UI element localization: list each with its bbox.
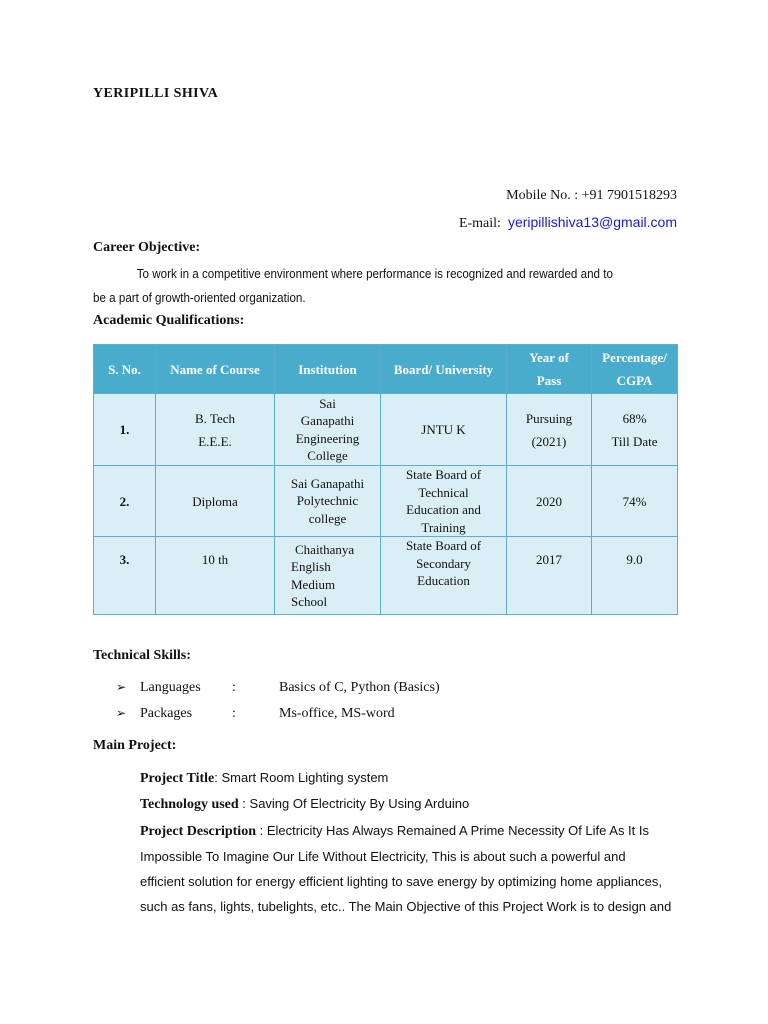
- applicant-name: YERIPILLI SHIVA: [93, 86, 219, 101]
- cell-institution-line: Sai: [319, 395, 336, 411]
- header-year-line-1: Year of: [529, 350, 569, 365]
- project-title-key: Project Title: [140, 771, 215, 786]
- arrow-bullet-icon: ➢: [116, 680, 127, 694]
- header-board: Board/ University: [381, 345, 507, 394]
- cell-board: [381, 537, 507, 615]
- cell-institution-line: Medium: [291, 576, 336, 592]
- cell-institution-line: Polytechnic: [296, 493, 359, 509]
- skill-colon: :: [232, 680, 236, 695]
- cell-institution-line: Engineering: [295, 430, 360, 446]
- cell-institution-line: college: [308, 510, 347, 526]
- cell-year: [507, 394, 592, 466]
- project-tech-key: Technology used: [140, 797, 239, 812]
- cell-board: [381, 466, 507, 537]
- cell-institution: [275, 466, 381, 537]
- header-year-line-2: Pass: [536, 373, 562, 388]
- skill-value: Ms-office, MS-word: [279, 706, 395, 721]
- objective-line-2: be a part of growth-oriented organization.: [93, 291, 306, 305]
- project-tech-value: : Saving Of Electricity By Using Arduino: [238, 796, 470, 811]
- cell-institution-line: School: [291, 594, 328, 609]
- cell-course-line: E.E.E.: [198, 433, 232, 449]
- cell-board-line: Technical: [418, 484, 469, 500]
- cell-pct-line: 68%: [622, 410, 647, 426]
- cell-institution-line: Ganapathi: [300, 413, 355, 428]
- email-link[interactable]: yeripillishiva13@gmail.com: [507, 214, 677, 230]
- cell-pct-line: Till Date: [611, 433, 658, 449]
- main-project-heading: Main Project:: [93, 738, 177, 753]
- cell-year: 2020: [507, 466, 592, 537]
- project-desc-key: Project Description: [140, 824, 256, 839]
- cell-course: Diploma: [156, 466, 275, 537]
- header-course: Name of Course: [156, 345, 275, 394]
- cell-year-line: Pursuing: [525, 410, 573, 426]
- objective-line-1: To work in a competitive environment where performance is recognized and rewarded and to: [136, 267, 613, 281]
- cell-board-line: Secondary: [416, 555, 471, 571]
- cell-board-line: Education and: [406, 502, 481, 517]
- project-technology-line: [140, 796, 469, 813]
- project-desc-line: such as fans, lights, tubelights, etc.. The Main Objective of this Project Work is to design and: [140, 899, 672, 914]
- project-description: [140, 818, 670, 919]
- cell-percentage: [592, 394, 678, 466]
- header-pct-line-2: CGPA: [616, 373, 653, 388]
- table-row: [94, 537, 678, 615]
- header-percentage: [592, 345, 678, 394]
- cell-sno: 3.: [94, 537, 156, 615]
- project-title-line: [140, 770, 388, 787]
- header-institution: Institution: [275, 345, 381, 394]
- technical-skills-heading: Technical Skills:: [93, 648, 191, 663]
- cell-percentage: 74%: [592, 466, 678, 537]
- email-label: E-mail:: [458, 216, 501, 231]
- header-year: [507, 345, 592, 394]
- header-sno: S. No.: [94, 345, 156, 394]
- cell-institution-line: College: [307, 448, 348, 463]
- cell-institution-line: Sai Ganapathi: [290, 475, 365, 491]
- academic-qualifications-table: [93, 344, 678, 615]
- cell-institution-line: Chaithanya: [295, 541, 355, 557]
- project-desc-line: Impossible To Imagine Our Life Without Electricity, This is about such a powerful and: [140, 849, 626, 864]
- project-title-value: : Smart Room Lighting system: [214, 770, 389, 785]
- cell-sno: 1.: [94, 394, 156, 466]
- skill-colon: :: [232, 706, 236, 721]
- table-header-row: [94, 345, 678, 394]
- cell-year-line: (2021): [531, 433, 567, 449]
- cell-board-line: State Board of: [405, 538, 482, 553]
- cell-board-line: Education: [417, 573, 470, 588]
- cell-institution: [275, 394, 381, 466]
- email-line: [459, 214, 677, 232]
- project-desc-line: efficient solution for energy efficient lighting to save energy by optimizing home appliances,: [140, 874, 662, 889]
- cell-board: JNTU K: [381, 394, 507, 466]
- header-pct-line-1: Percentage/: [602, 350, 667, 365]
- cell-percentage: 9.0: [592, 537, 678, 615]
- cell-year: 2017: [507, 537, 592, 615]
- cell-institution-line: English: [291, 559, 331, 574]
- mobile-number: Mobile No. : +91 7901518293: [506, 188, 677, 203]
- cell-course-line: B. Tech: [194, 410, 235, 426]
- cell-course: [156, 394, 275, 466]
- project-desc-line: : Electricity Has Always Remained A Prime Necessity Of Life As It Is: [255, 823, 650, 838]
- skill-label: Languages: [140, 680, 201, 695]
- cell-board-line: State Board of: [405, 467, 482, 482]
- career-objective-heading: Career Objective:: [93, 240, 201, 255]
- arrow-bullet-icon: ➢: [116, 706, 127, 720]
- cell-course: 10 th: [156, 537, 275, 615]
- cell-board-line: Training: [421, 519, 466, 535]
- career-objective-text: [93, 262, 642, 310]
- skill-value: Basics of C, Python (Basics): [279, 680, 440, 695]
- cell-sno: 2.: [94, 466, 156, 537]
- skill-label: Packages: [140, 706, 193, 721]
- cell-institution: [275, 537, 381, 615]
- table-row: [94, 394, 678, 466]
- table-row: [94, 466, 678, 537]
- academic-qualifications-heading: Academic Qualifications:: [93, 313, 245, 328]
